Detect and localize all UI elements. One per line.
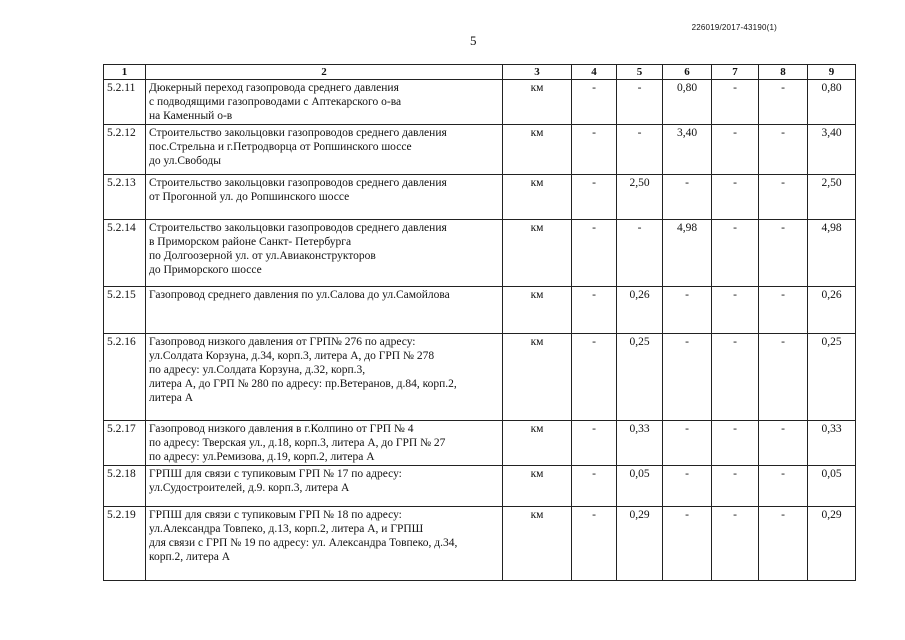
header-row — [104, 65, 856, 80]
description-cell — [146, 466, 503, 507]
description-line: с подводящими газопроводами с Аптекарского о-ва — [149, 96, 402, 108]
value-cell-col7: - — [712, 466, 759, 507]
description-line: Газопровод низкого давления в г.Колпино от ГРП № 4 — [149, 423, 414, 435]
value-cell-col6: - — [663, 175, 712, 220]
value-cell-col4: - — [572, 80, 617, 125]
row-number-cell: 5.2.13 — [104, 175, 146, 220]
row-number-cell: 5.2.18 — [104, 466, 146, 507]
description-line: корп.2, литера А — [149, 551, 231, 563]
value-cell-col6: - — [663, 287, 712, 334]
value-cell-col5: 0,25 — [617, 334, 663, 421]
description-cell — [146, 287, 503, 334]
column-header: 2 — [146, 65, 503, 80]
unit-cell: км — [503, 220, 572, 287]
row-number-cell: 5.2.16 — [104, 334, 146, 421]
row-number-cell: 5.2.19 — [104, 507, 146, 581]
value-cell-col6: 0,80 — [663, 80, 712, 125]
value-cell-col5: 2,50 — [617, 175, 663, 220]
description-line: на Каменный о-в — [149, 110, 233, 122]
table-body — [104, 80, 856, 581]
unit-cell: км — [503, 287, 572, 334]
description-cell — [146, 507, 503, 581]
value-cell-col4: - — [572, 175, 617, 220]
value-cell-col8: - — [759, 220, 808, 287]
value-cell-col4: - — [572, 334, 617, 421]
value-cell-col9: 0,25 — [808, 334, 856, 421]
description-line: Дюкерный переход газопровода среднего давления — [149, 82, 399, 94]
description-line: в Приморском районе Санкт- Петербурга — [149, 236, 352, 248]
table-row — [104, 220, 856, 287]
value-cell-col4: - — [572, 421, 617, 466]
data-table — [103, 64, 856, 581]
value-cell-col5: - — [617, 220, 663, 287]
value-cell-col9: 0,05 — [808, 466, 856, 507]
value-cell-col6: 4,98 — [663, 220, 712, 287]
description-line: по адресу: Тверская ул., д.18, корп.3, литера А, до ГРП № 27 — [149, 437, 446, 449]
value-cell-col6: - — [663, 507, 712, 581]
unit-cell: км — [503, 125, 572, 175]
row-number-cell: 5.2.11 — [104, 80, 146, 125]
value-cell-col7: - — [712, 334, 759, 421]
description-line: Газопровод среднего давления по ул.Салова до ул.Самойлова — [149, 289, 450, 301]
value-cell-col4: - — [572, 220, 617, 287]
row-number-cell: 5.2.14 — [104, 220, 146, 287]
description-line: до ул.Свободы — [149, 155, 221, 167]
description-line: ул.Солдата Корзуна, д.34, корп.3, литера А, до ГРП № 278 — [149, 350, 435, 362]
value-cell-col4: - — [572, 287, 617, 334]
column-header: 4 — [572, 65, 617, 80]
value-cell-col4: - — [572, 507, 617, 581]
description-line: для связи с ГРП № 19 по адресу: ул. Александра Товпеко, д.34, — [149, 537, 458, 549]
description-cell — [146, 125, 503, 175]
table-row — [104, 507, 856, 581]
table-row — [104, 466, 856, 507]
value-cell-col8: - — [759, 334, 808, 421]
value-cell-col6: - — [663, 466, 712, 507]
unit-cell: км — [503, 421, 572, 466]
value-cell-col7: - — [712, 287, 759, 334]
value-cell-col7: - — [712, 220, 759, 287]
value-cell-col5: 0,26 — [617, 287, 663, 334]
value-cell-col7: - — [712, 507, 759, 581]
value-cell-col5: - — [617, 125, 663, 175]
value-cell-col8: - — [759, 421, 808, 466]
unit-cell: км — [503, 466, 572, 507]
value-cell-col9: 4,98 — [808, 220, 856, 287]
value-cell-col6: - — [663, 334, 712, 421]
value-cell-col8: - — [759, 287, 808, 334]
table-row — [104, 334, 856, 421]
description-line: Газопровод низкого давления от ГРП№ 276 по адресу: — [149, 336, 416, 348]
description-line: пос.Стрельна и г.Петродворца от Ропшинского шоссе — [149, 141, 412, 153]
value-cell-col7: - — [712, 80, 759, 125]
description-line: до Приморского шоссе — [149, 264, 262, 276]
description-line: Строительство закольцовки газопроводов среднего давления — [149, 177, 447, 189]
column-header: 6 — [663, 65, 712, 80]
table-row — [104, 175, 856, 220]
table-row — [104, 125, 856, 175]
value-cell-col8: - — [759, 125, 808, 175]
value-cell-col4: - — [572, 125, 617, 175]
value-cell-col5: 0,29 — [617, 507, 663, 581]
column-header: 7 — [712, 65, 759, 80]
page-number: 5 — [470, 33, 477, 48]
column-header: 9 — [808, 65, 856, 80]
value-cell-col8: - — [759, 507, 808, 581]
table-row — [104, 80, 856, 125]
value-cell-col9: 0,26 — [808, 287, 856, 334]
value-cell-col5: 0,05 — [617, 466, 663, 507]
description-line: по адресу: ул.Ремизова, д.19, корп.2, литера А — [149, 451, 375, 463]
column-header: 5 — [617, 65, 663, 80]
description-line: литера А, до ГРП № 280 по адресу: пр.Ветеранов, д.84, корп.2, — [149, 378, 457, 390]
description-line: ГРПШ для связи с тупиковым ГРП № 17 по адресу: — [149, 468, 402, 480]
column-header: 1 — [104, 65, 146, 80]
row-number-cell: 5.2.15 — [104, 287, 146, 334]
document-id: 226019/2017-43190(1) — [691, 23, 777, 32]
value-cell-col8: - — [759, 80, 808, 125]
description-line: Строительство закольцовки газопроводов среднего давления — [149, 222, 447, 234]
unit-cell: км — [503, 334, 572, 421]
description-line: по адресу: ул.Солдата Корзуна, д.32, корп.3, — [149, 364, 366, 376]
value-cell-col7: - — [712, 421, 759, 466]
value-cell-col5: - — [617, 80, 663, 125]
column-header: 8 — [759, 65, 808, 80]
value-cell-col8: - — [759, 466, 808, 507]
unit-cell: км — [503, 175, 572, 220]
value-cell-col9: 2,50 — [808, 175, 856, 220]
column-header: 3 — [503, 65, 572, 80]
description-cell — [146, 421, 503, 466]
value-cell-col5: 0,33 — [617, 421, 663, 466]
description-cell — [146, 334, 503, 421]
unit-cell: км — [503, 507, 572, 581]
value-cell-col7: - — [712, 175, 759, 220]
row-number-cell: 5.2.12 — [104, 125, 146, 175]
description-line: от Прогонной ул. до Ропшинского шоссе — [149, 191, 350, 203]
description-cell — [146, 175, 503, 220]
value-cell-col6: 3,40 — [663, 125, 712, 175]
value-cell-col9: 0,80 — [808, 80, 856, 125]
unit-cell: км — [503, 80, 572, 125]
value-cell-col9: 0,29 — [808, 507, 856, 581]
value-cell-col4: - — [572, 466, 617, 507]
description-line: Строительство закольцовки газопроводов среднего давления — [149, 127, 447, 139]
value-cell-col9: 3,40 — [808, 125, 856, 175]
table-row — [104, 421, 856, 466]
description-line: ул.Александра Товпеко, д.13, корп.2, литера А, и ГРПШ — [149, 523, 424, 535]
description-line: ул.Судостроителей, д.9. корп.3, литера А — [149, 482, 350, 494]
description-cell — [146, 80, 503, 125]
table-row — [104, 287, 856, 334]
row-number-cell: 5.2.17 — [104, 421, 146, 466]
description-line: по Долгоозерной ул. от ул.Авиаконструкторов — [149, 250, 376, 262]
value-cell-col7: - — [712, 125, 759, 175]
value-cell-col6: - — [663, 421, 712, 466]
description-line: литера А — [149, 392, 194, 404]
description-cell — [146, 220, 503, 287]
value-cell-col9: 0,33 — [808, 421, 856, 466]
value-cell-col8: - — [759, 175, 808, 220]
description-line: ГРПШ для связи с тупиковым ГРП № 18 по адресу: — [149, 509, 402, 521]
